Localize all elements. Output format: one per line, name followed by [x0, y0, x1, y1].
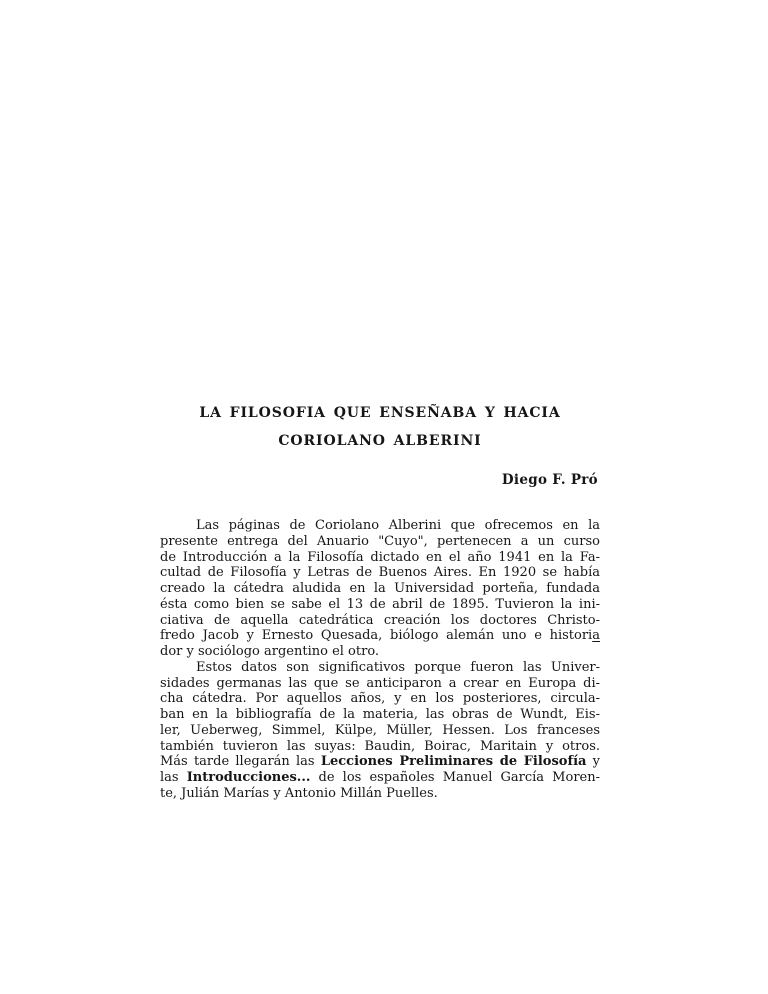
author-byline: Diego F. Pró [501, 472, 598, 488]
text-line: Estos datos son significativos porque fueron las Univer- [196, 659, 600, 675]
article-title-line1: LA FILOSOFIA QUE ENSEÑABA Y HACIA [199, 405, 561, 421]
text-line: cha cátedra. Por aquellos años, y en los posteriores, circula- [160, 691, 600, 707]
text-line: las Introducciones... de los españoles Manuel García Moren- [160, 770, 600, 785]
article-title-line2: CORIOLANO ALBERINI [278, 433, 482, 449]
text-line: también tuvieron las suyas: Baudin, Boirac, Maritain y otros. [160, 738, 600, 754]
text-line: ler, Ueberweg, Simmel, Külpe, Müller, Hessen. Los franceses [160, 722, 600, 738]
text-line: creado la cátedra aludida en la Universidad porteña, fundada [160, 581, 600, 596]
text-line: ciativa de aquella catedrática creación los doctores Christo- [160, 612, 600, 628]
text-line: ban en la bibliografía de la materia, las obras de Wundt, Eis- [160, 707, 600, 722]
text-line: sidades germanas las que se anticiparon a crear en Europa di- [160, 675, 600, 691]
text-line: dor y sociólogo argentino el otro. [160, 644, 380, 659]
text-line: de Introducción a la Filosofía dictado en el año 1941 en la Fa- [160, 549, 600, 565]
text-line: Más tarde llegarán las Lecciones Preliminares de Filosofía y [160, 754, 601, 770]
text-line: Las páginas de Coriolano Alberini que ofrecemos en la [196, 518, 600, 533]
text-line: te, Julián Marías y Antonio Millán Puelles. [160, 785, 438, 801]
text-line: cultad de Filosofía y Letras de Buenos Aires. En 1920 se había [160, 565, 600, 581]
text-line: fredo Jacob y Ernesto Quesada, biólogo alemán uno e historia [160, 628, 600, 644]
article-body [160, 518, 600, 802]
text-line: presente entrega del Anuario "Cuyo", pertenecen a un curso [160, 533, 600, 549]
text-line: ésta como bien se sabe el 13 de abril de 1895. Tuvieron la ini- [160, 596, 600, 612]
text-block [160, 0, 600, 802]
